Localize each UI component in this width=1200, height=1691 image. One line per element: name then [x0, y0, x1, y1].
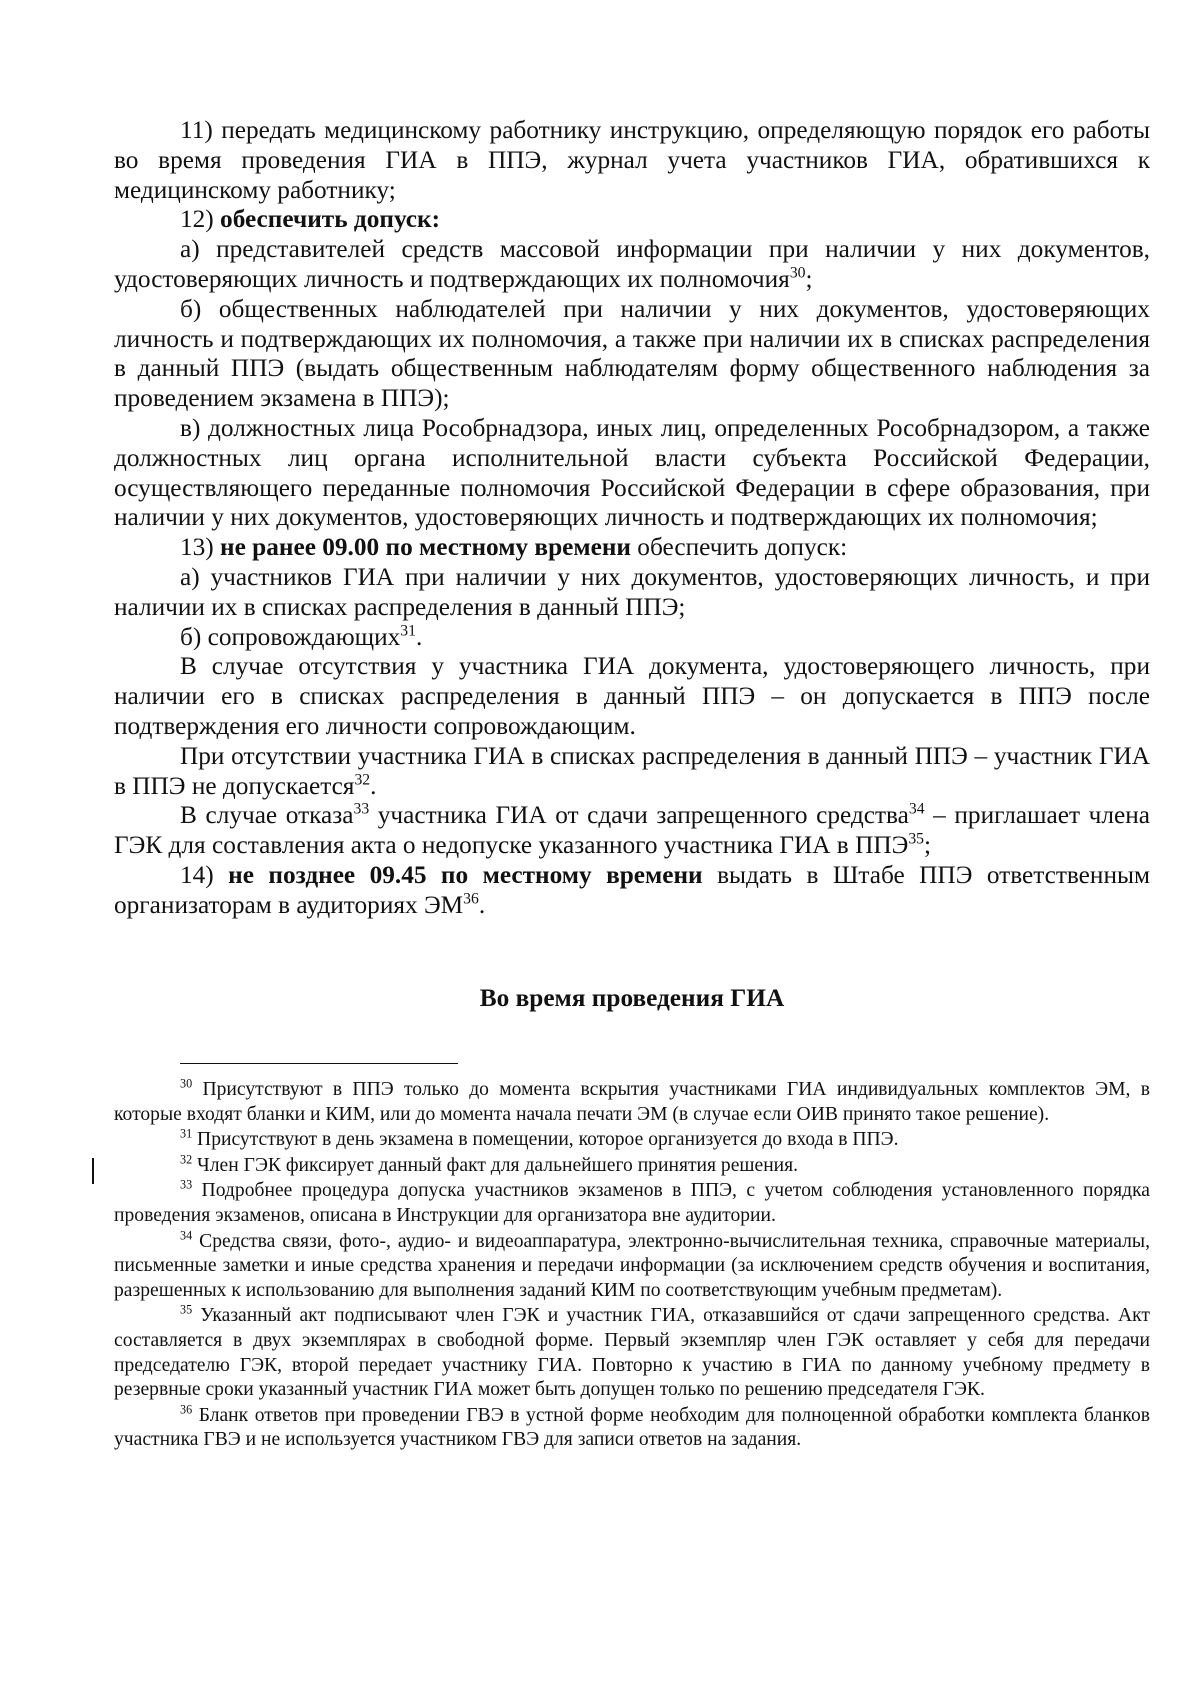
paragraph-item-11: 11) передать медицинскому работнику инструкцию, определяющую порядок его работы во время проведения ГИА в ППЭ, журнал учета участников ГИА, обратившихся к медицинскому работнику; — [114, 116, 1150, 204]
footnote-32 — [114, 1154, 1150, 1179]
body-text — [114, 116, 1150, 921]
paragraph-item-13a: а) участников ГИА при наличии у них документов, удостоверяющих личность, и при наличии их в списках распределения в данный ППЭ; — [114, 562, 1150, 621]
footnote-number: 33 — [180, 1177, 193, 1192]
footnote-text: Средства связи, фото-, аудио- и видеоаппаратура, электронно-вычислительная техника, справочные материалы, письменные заметки и иные средства хранения и передачи информации (за исключением средств обучения и воспитания, разрешенных к использованию для выполнения заданий КИМ по соответствующим учебным предметам). — [114, 1230, 1150, 1301]
footnote-34 — [114, 1230, 1150, 1304]
footnote-36 — [114, 1404, 1150, 1453]
paragraph-item-12: 12) обеспечить допуск: — [180, 205, 441, 234]
paragraph-item-12a: а) представителей средств массовой информации при наличии у них документов, удостоверяющих личность и подтверждающих их полномочия$^{30}$; — [114, 235, 1150, 293]
footnote-ref-35: 35 — [908, 830, 924, 848]
bold-time-instruction: не ранее 09.00 по местному времени — [220, 533, 631, 562]
footnote-ref-36: 36 — [463, 890, 479, 908]
footnote-ref-33: 33 — [353, 800, 370, 818]
paragraph-item-12b: б) общественных наблюдателей при наличии у них документов, удостоверяющих личность и подтверждающих их полномочия, а также при наличии их в списках распределения в данный ППЭ (выдать общественным наблюдателям форму общественного наблюдения за проведением экзамена в ППЭ); — [114, 294, 1150, 413]
footnote-31 — [114, 1128, 1150, 1153]
footnote-text: Присутствуют в ППЭ только до момента вскрытия участниками ГИА индивидуальных комплектов ЭМ, в которые входят бланки и КИМ, или до момента начала печати ЭМ (в случае если ОИВ принято такое решение). — [114, 1079, 1150, 1125]
footnote-ref-31: 31 — [400, 622, 416, 640]
bold-instruction: обеспечить допуск: — [220, 205, 441, 234]
bold-deadline-instruction: не позднее 09.45 по местному времени — [228, 860, 703, 889]
paragraph-item-14: 14) не позднее 09.45 по местному времени выдать в Штабе ППЭ ответственным организаторам в аудиториях ЭМ$^{36}$. — [114, 860, 1150, 919]
footnote-number: 30 — [180, 1076, 193, 1091]
footnote-text: Бланк ответов при проведении ГВЭ в устной форме необходим для полноценной обработки комплекта бланков участника ГВЭ и не используется участником ГВЭ для записи ответов на задания. — [114, 1404, 1150, 1451]
footnote-ref-32: 32 — [354, 771, 371, 789]
footnote-number: 31 — [180, 1126, 193, 1141]
paragraph-item-13: 13) не ранее 09.00 по местному времени обеспечить допуск: — [180, 533, 848, 562]
footnote-text: Указанный акт подписывают член ГЭК и участник ГИА, отказавшийся от сдачи запрещенного средства. Акт составляется в двух экземплярах в свободной форме. Первый экземпляр член ГЭК оставляет у себя для передачи председателю ГЭК, второй передает участнику ГИА. Повторно к участию в ГИА по данному учебному предмету в резервные сроки указанный участник ГИА может быть допущен только по решению председателя ГЭК. — [114, 1305, 1150, 1401]
footnote-35 — [114, 1304, 1150, 1402]
footnote-33 — [114, 1179, 1150, 1228]
footnote-text: Присутствуют в день экзамена в помещении, которое организуется до входа в ППЭ. — [192, 1129, 899, 1151]
footnote-separator — [180, 1063, 458, 1064]
section-heading: Во время проведения ГИА — [479, 984, 785, 1012]
footnote-text: Подробнее процедура допуска участников экзаменов в ППЭ, с учетом соблюдения установленного порядка проведения экзаменов, описана в Инструкции для организатора вне аудитории. — [114, 1180, 1150, 1226]
footnote-ref-30: 30 — [789, 264, 806, 282]
footnote-number: 36 — [180, 1402, 193, 1417]
footnote-number: 35 — [180, 1302, 193, 1317]
paragraph-absent-list: При отсутствии участника ГИА в списках распределения в данный ППЭ – участник ГИА в ППЭ не допускается$^{32}$. — [114, 741, 1150, 800]
paragraph-item-13b: б) сопровождающих$^{31}$. — [180, 622, 423, 651]
paragraph-item-12c: в) должностных лица Рособрнадзора, иных лиц, определенных Рособрнадзором, а также должностных лиц органа исполнительной власти субъекта Российской Федерации, осуществляющего переданные полномочия Российской Федерации в сфере образования, при наличии у них документов, удостоверяющих личность и подтверждающих их полномочия; — [114, 413, 1150, 532]
footnote-30 — [114, 1078, 1150, 1127]
footnote-number: 32 — [180, 1152, 193, 1167]
margin-mark — [92, 1158, 94, 1184]
footnote-ref-34: 34 — [908, 800, 925, 818]
footnotes — [114, 1078, 1150, 1454]
footnote-text: Член ГЭК фиксирует данный факт для дальнейшего принятия решения. — [192, 1154, 799, 1176]
paragraph-refusal: В случае отказа$^{33}$ участника ГИА от сдачи запрещенного средства$^{34}$ – приглашает члена ГЭК для составления акта о недопуске указанного участника ГИА в ППЭ$^{35}$; — [114, 800, 1150, 860]
footnote-number: 34 — [180, 1228, 193, 1243]
paragraph-absent-id: В случае отсутствия у участника ГИА документа, удостоверяющего личность, при наличии его в списках распределения в данный ППЭ – он допускается в ППЭ после подтверждения его личности сопровождающим. — [114, 652, 1150, 740]
